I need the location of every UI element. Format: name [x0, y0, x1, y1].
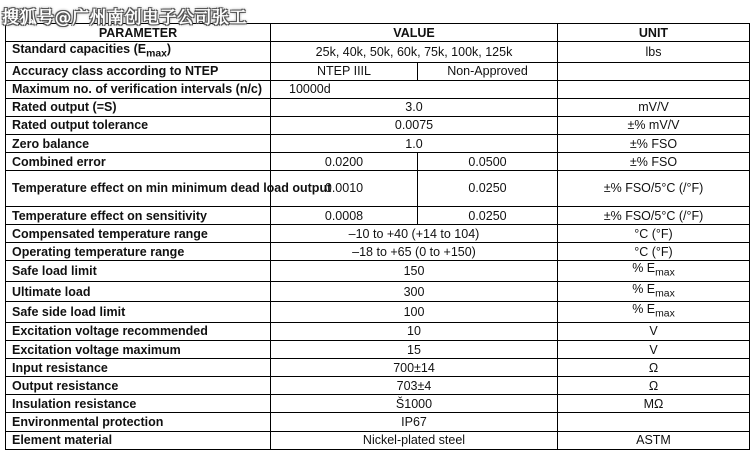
table-row — [6, 302, 750, 323]
parameter-label: Ultimate load — [12, 284, 91, 299]
parameter-label: Accuracy class according to NTEP — [12, 64, 219, 79]
value-cell-2: 0.0250 — [418, 207, 558, 225]
unit-subscript: max — [655, 267, 675, 279]
unit-label: % E — [632, 281, 656, 296]
parameter-cell — [6, 153, 271, 171]
unit-cell — [558, 302, 750, 323]
parameter-cell — [6, 134, 271, 152]
parameter-cell — [6, 116, 271, 134]
header-value: VALUE — [271, 24, 558, 42]
unit-label: ±% mV/V — [627, 118, 680, 133]
header-unit: UNIT — [558, 24, 750, 42]
watermark-text: 搜狐号@广州南创电子公司张工 — [2, 8, 247, 28]
unit-cell — [558, 395, 750, 413]
value-cell-2: 0.0250 — [418, 171, 558, 207]
value-cell: 703±4 — [271, 377, 558, 395]
value-cell: Š1000 — [271, 395, 558, 413]
parameter-label: Zero balance — [12, 136, 90, 151]
value-cell-1: 0.0010 — [271, 171, 418, 207]
unit-subscript: max — [655, 308, 675, 320]
unit-cell — [558, 116, 750, 134]
value-cell-1: 0.0200 — [271, 153, 418, 171]
table-row — [6, 153, 750, 171]
parameter-cell — [6, 281, 271, 302]
value-cell-1: NTEP IIIL — [271, 62, 418, 80]
unit-cell — [558, 431, 750, 449]
table-row — [6, 243, 750, 261]
parameter-label: Combined error — [12, 154, 106, 169]
unit-cell — [558, 243, 750, 261]
table-row — [6, 80, 750, 98]
parameter-cell — [6, 302, 271, 323]
parameter-label: Compensated temperature range — [12, 226, 208, 241]
unit-cell — [558, 98, 750, 116]
parameter-label: Standard capacities (E — [12, 42, 147, 57]
table-row — [6, 431, 750, 449]
parameter-label: Safe side load limit — [12, 305, 126, 320]
table-row — [6, 42, 750, 63]
parameter-cell — [6, 243, 271, 261]
unit-label: Ω — [648, 378, 659, 393]
value-cell: –10 to +40 (+14 to 104) — [271, 225, 558, 243]
unit-cell — [558, 261, 750, 282]
unit-label: % E — [632, 302, 656, 317]
parameter-cell — [6, 80, 271, 98]
table-row — [6, 134, 750, 152]
unit-cell — [558, 80, 750, 98]
unit-cell — [558, 359, 750, 377]
parameter-cell — [6, 341, 271, 359]
parameter-cell — [6, 62, 271, 80]
table-row — [6, 341, 750, 359]
table-row — [6, 377, 750, 395]
unit-cell — [558, 153, 750, 171]
table-row — [6, 322, 750, 340]
parameter-cell — [6, 431, 271, 449]
parameter-cell — [6, 395, 271, 413]
parameter-label: Excitation voltage maximum — [12, 342, 181, 357]
parameter-label: Safe load limit — [12, 264, 97, 279]
unit-label: lbs — [645, 44, 662, 59]
value-cell: 10 — [271, 322, 558, 340]
value-cell: 150 — [271, 261, 558, 282]
unit-cell — [558, 42, 750, 63]
value-cell-2: 0.0500 — [418, 153, 558, 171]
parameter-cell — [6, 171, 332, 207]
parameter-label: Insulation resistance — [12, 396, 137, 411]
parameter-label-tail: ) — [166, 42, 172, 57]
parameter-cell — [6, 225, 271, 243]
value-cell: IP67 — [271, 413, 558, 431]
value-cell: 25k, 40k, 50k, 60k, 75k, 100k, 125k — [271, 42, 558, 63]
unit-cell — [558, 377, 750, 395]
unit-label: Ω — [648, 360, 659, 375]
table-row — [6, 171, 750, 207]
parameter-label: Rated output tolerance — [12, 118, 149, 133]
value-cell: 300 — [271, 281, 558, 302]
value-cell: –18 to +65 (0 to +150) — [271, 243, 558, 261]
header-parameter: PARAMETER — [6, 24, 271, 42]
parameter-cell — [6, 359, 271, 377]
table-row — [6, 62, 750, 80]
unit-cell — [558, 341, 750, 359]
unit-subscript: max — [655, 288, 675, 300]
parameter-label: Excitation voltage recommended — [12, 324, 208, 339]
table-row — [6, 98, 750, 116]
value-cell: 10000d — [271, 80, 558, 98]
value-cell: 100 — [271, 302, 558, 323]
table-row — [6, 261, 750, 282]
parameter-label: Input resistance — [12, 360, 108, 375]
parameter-label: Maximum no. of verification intervals (n/c) — [12, 82, 263, 97]
unit-label: °C (°F) — [634, 244, 673, 259]
parameter-cell — [6, 377, 271, 395]
parameter-label: Rated output (=S) — [12, 100, 117, 115]
unit-label: V — [649, 342, 658, 357]
parameter-cell — [6, 322, 271, 340]
parameter-label: Temperature effect on sensitivity — [12, 208, 207, 223]
value-cell: 1.0 — [271, 134, 558, 152]
parameter-subscript: max — [146, 48, 167, 60]
unit-cell — [558, 413, 750, 431]
value-cell: 700±14 — [271, 359, 558, 377]
table-row — [6, 281, 750, 302]
table-row — [6, 395, 750, 413]
unit-label: % E — [632, 261, 656, 276]
value-cell: 0.0075 — [271, 116, 558, 134]
unit-label: ASTM — [636, 433, 671, 448]
parameter-cell — [6, 42, 271, 63]
parameter-cell — [6, 413, 271, 431]
table-row — [6, 207, 750, 225]
unit-cell — [558, 281, 750, 302]
unit-label: °C (°F) — [634, 226, 673, 241]
parameter-label: Temperature effect on min minimum dead load output — [12, 181, 332, 196]
value-cell: Nickel-plated steel — [271, 431, 558, 449]
unit-cell — [558, 207, 750, 225]
unit-cell — [558, 134, 750, 152]
table-row — [6, 225, 750, 243]
value-cell: 3.0 — [271, 98, 558, 116]
specification-table — [5, 23, 750, 450]
value-cell-1: 0.0008 — [271, 207, 418, 225]
table-row — [6, 359, 750, 377]
parameter-label: Element material — [12, 433, 113, 448]
parameter-cell — [6, 207, 271, 225]
value-cell: 15 — [271, 341, 558, 359]
unit-label: ±% FSO — [629, 154, 678, 169]
parameter-cell — [6, 98, 271, 116]
table-row — [6, 116, 750, 134]
unit-label: ±% FSO — [629, 136, 678, 151]
parameter-label: Operating temperature range — [12, 244, 185, 259]
unit-label: ±% FSO/5°C (/°F) — [603, 181, 704, 196]
value-cell-2: Non-Approved — [418, 62, 558, 80]
unit-cell — [558, 225, 750, 243]
table-row — [6, 413, 750, 431]
unit-label: MΩ — [643, 396, 664, 411]
unit-cell — [558, 171, 750, 207]
unit-label: mV/V — [638, 100, 669, 115]
unit-cell — [558, 322, 750, 340]
parameter-label: Output resistance — [12, 378, 119, 393]
parameter-label: Environmental protection — [12, 414, 164, 429]
unit-label: ±% FSO/5°C (/°F) — [603, 208, 704, 223]
unit-cell — [558, 62, 750, 80]
parameter-cell — [6, 261, 271, 282]
unit-label: V — [649, 324, 658, 339]
